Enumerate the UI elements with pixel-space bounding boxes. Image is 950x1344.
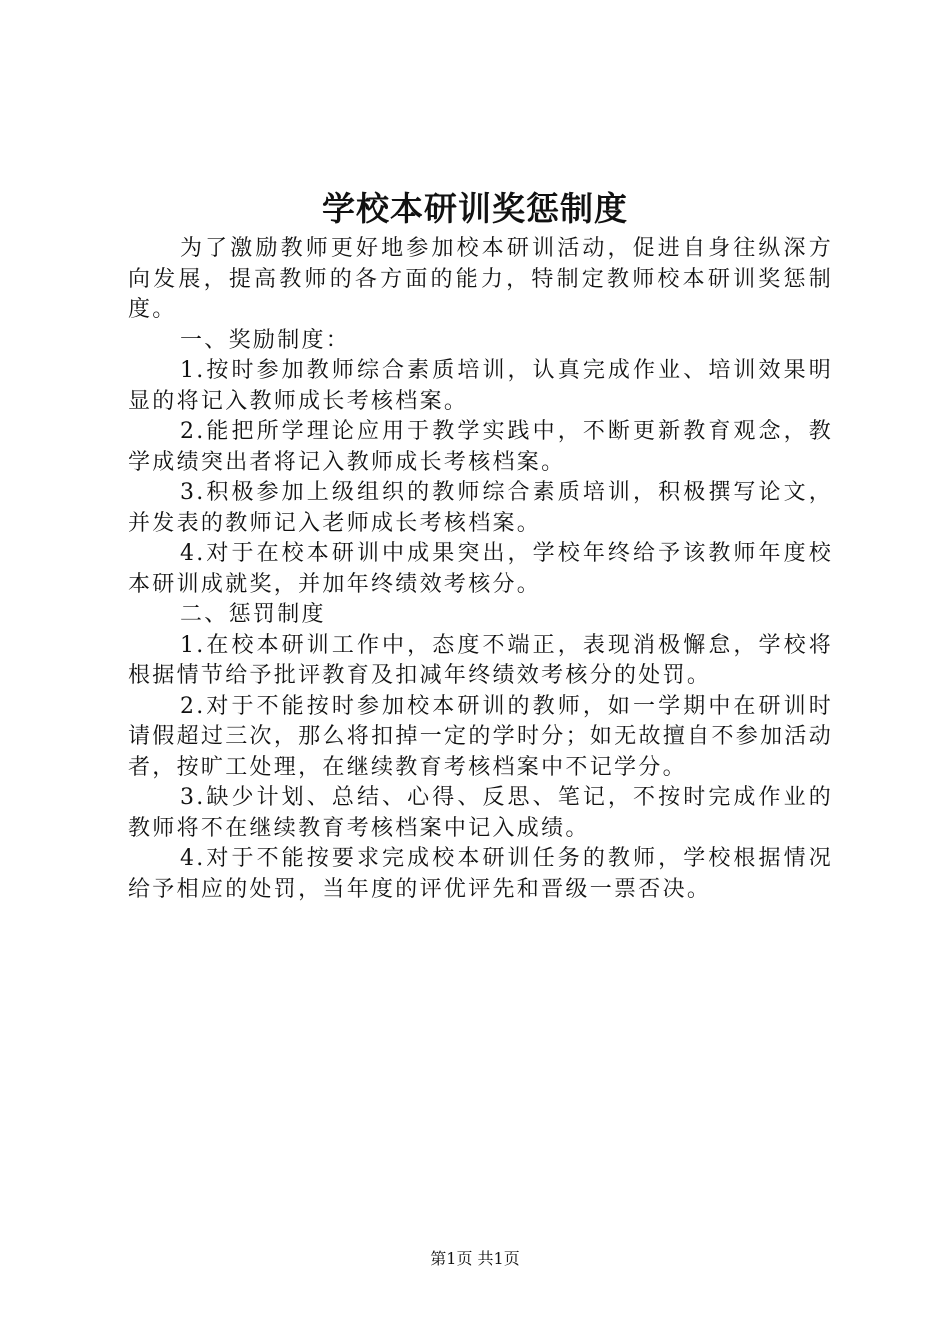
section-heading-penalties: 二、惩罚制度 — [180, 602, 326, 627]
reward-item-1: 1.按时参加教师综合素质培训，认真完成作业、培训效果明显的将记入教师成长考核档案。 — [128, 358, 833, 414]
penalty-item-2: 2.对于不能按时参加校本研训的教师，如一学期中在研训时请假超过三次，那么将扣掉一定的学时分；如无故擅自不参加活动者，按旷工处理，在继续教育考核档案中不记学分。 — [128, 693, 833, 780]
penalty-item-3: 3.缺少计划、总结、心得、反思、笔记，不按时完成作业的教师将不在继续教育考核档案中记入成绩。 — [128, 785, 833, 841]
intro-paragraph: 为了激励教师更好地参加校本研训活动，促进自身往纵深方向发展，提高教师的各方面的能力，特制定教师校本研训奖惩制度。 — [128, 236, 833, 322]
reward-item-2: 2.能把所学理论应用于教学实践中，不断更新教育观念，教学成绩突出者将记入教师成长考核档案。 — [128, 419, 833, 475]
penalty-item-4: 4.对于不能按要求完成校本研训任务的教师，学校根据情况给予相应的处罚，当年度的评优评先和晋级一票否决。 — [128, 846, 833, 902]
document-title: 学校本研训奖惩制度 — [322, 189, 628, 228]
section-heading-rewards: 一、奖励制度： — [180, 327, 351, 353]
reward-item-3: 3.积极参加上级组织的教师综合素质培训，积极撰写论文，并发表的教师记入老师成长考核档案。 — [128, 480, 833, 536]
penalty-item-1: 1.在校本研训工作中，态度不端正，表现消极懈怠，学校将根据情节给予批评教育及扣减年终绩效考核分的处罚。 — [128, 632, 833, 688]
page-number-footer: 第1页 共1页 — [430, 1249, 520, 1268]
document-body — [128, 234, 833, 905]
reward-item-4: 4.对于在校本研训中成果突出，学校年终给予该教师年度校本研训成就奖，并加年终绩效考核分。 — [128, 541, 833, 597]
